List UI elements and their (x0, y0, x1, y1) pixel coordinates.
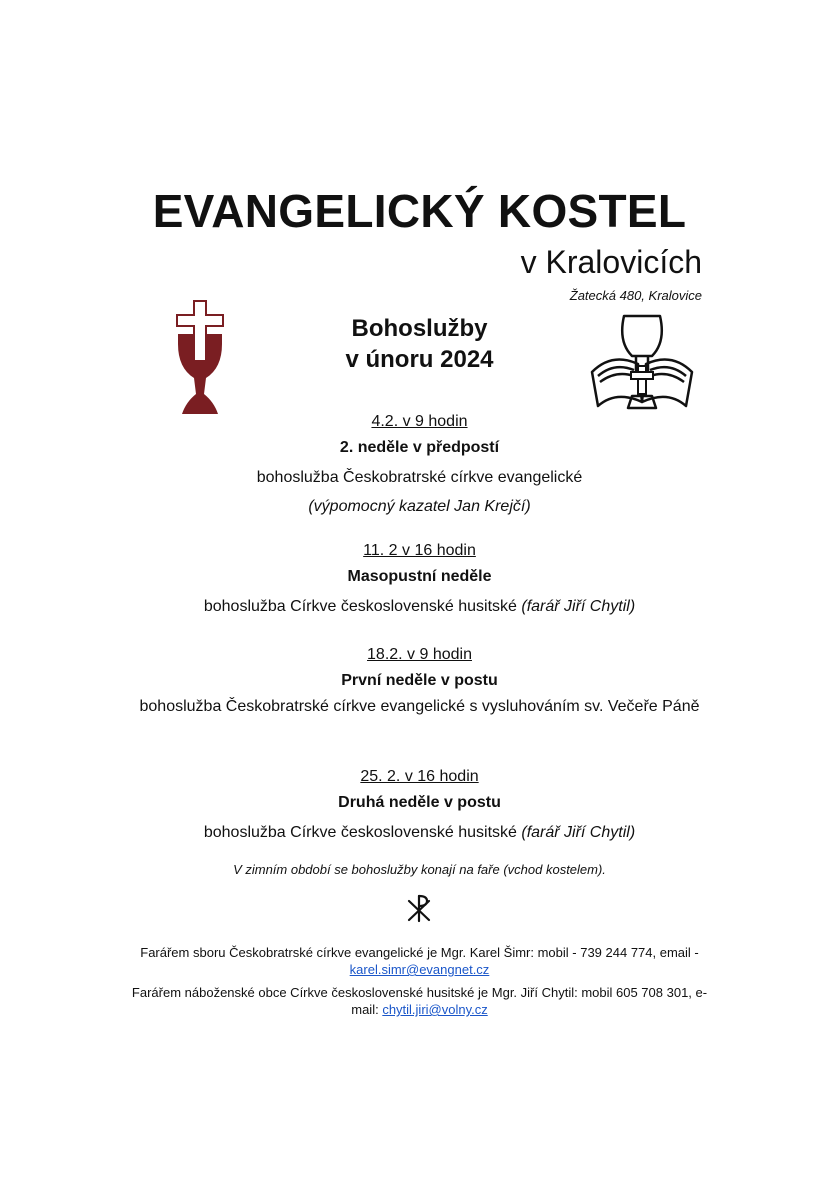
service-preacher: (farář Jiří Chytil) (521, 824, 636, 841)
chi-rho-icon (405, 893, 433, 923)
service-preacher: (farář Jiří Chytil) (521, 598, 636, 615)
page-subtitle: v Kralovicích (520, 244, 702, 280)
services-heading (0, 313, 839, 375)
service-preacher: (výpomocný kazatel Jan Krejčí) (308, 498, 531, 515)
page-title: EVANGELICKÝ KOSTEL (152, 185, 687, 237)
service-item (130, 411, 709, 521)
pastor-contact-text: Farářem sboru Českobratrské církve evangelické je Mgr. Karel Šimr: mobil - 739 244 774, email - (140, 945, 699, 960)
email-link[interactable]: chytil.jiri@volny.cz (382, 1002, 488, 1017)
service-date: 11. 2 v 16 hodin (363, 542, 476, 559)
contacts-block (130, 944, 709, 1024)
church-address: Žatecká 480, Kralovice (569, 288, 702, 303)
service-description: bohoslužba Českobratrské církve evangelické s vysluhováním sv. Večeře Páně (139, 698, 700, 715)
winter-note: V zimním období se bohoslužby konají na faře (vchod kostelem). (233, 862, 606, 877)
service-name: Masopustní neděle (347, 568, 492, 585)
service-date: 18.2. v 9 hodin (367, 646, 472, 663)
service-date: 4.2. v 9 hodin (371, 413, 468, 430)
service-description: bohoslužba Církve československé husitské (203, 598, 517, 615)
service-item (130, 766, 709, 848)
service-name: První neděle v postu (341, 672, 498, 689)
service-item (130, 540, 709, 622)
service-name: Druhá neděle v postu (338, 794, 501, 811)
pastor-contact-text: Farářem náboženské obce Církve československé husitské je Mgr. Jiří Chytil: mobil 605 708 301, e-mail: (131, 985, 708, 1017)
service-description-line (130, 592, 709, 622)
heading-line-2: v únoru 2024 (345, 346, 494, 373)
service-description: bohoslužba Českobratrské církve evangelické (256, 469, 583, 486)
pastor-contact (130, 944, 709, 978)
heading-line-1: Bohoslužby (351, 315, 488, 342)
service-description: bohoslužba Církve československé husitské (203, 824, 517, 841)
service-name: 2. neděle v předpostí (339, 439, 500, 456)
service-item (130, 644, 709, 718)
email-link[interactable]: karel.simr@evangnet.cz (349, 962, 490, 977)
pastor-contact (130, 984, 709, 1018)
service-description-line (130, 818, 709, 848)
service-date: 25. 2. v 16 hodin (360, 768, 479, 785)
